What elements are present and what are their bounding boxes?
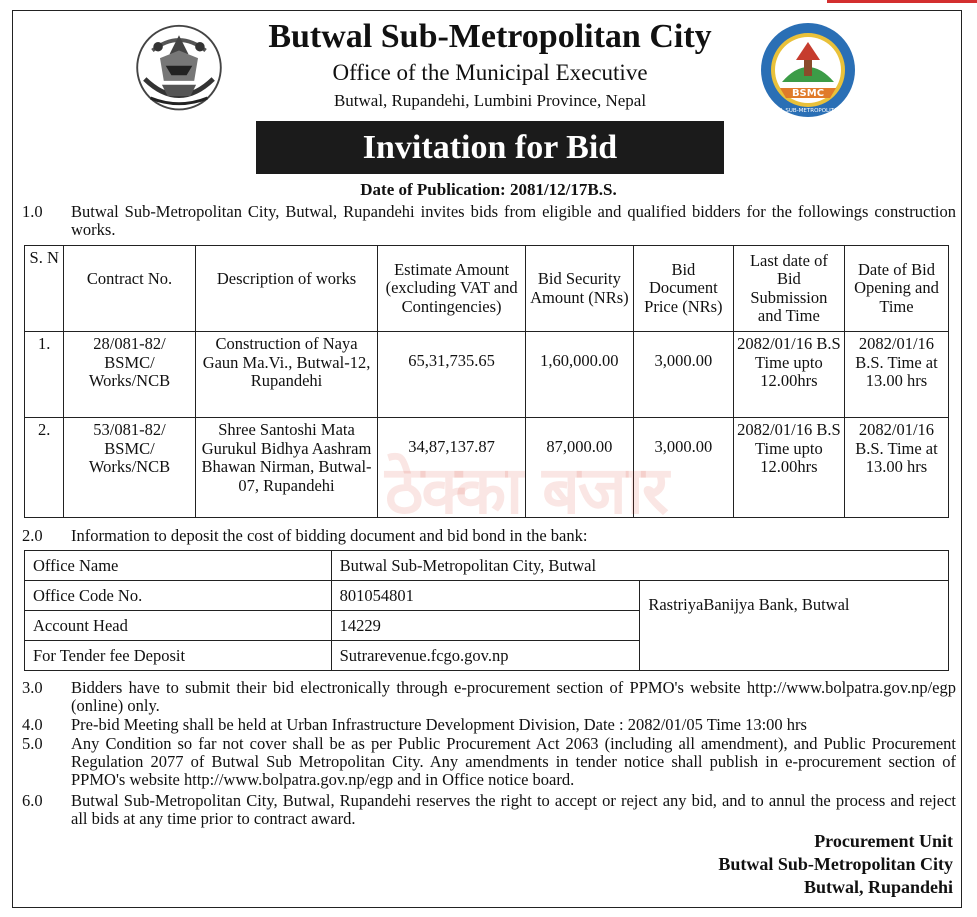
row-sn: 1. xyxy=(25,332,64,418)
office-name-value: Butwal Sub-Metropolitan City, Butwal xyxy=(331,551,948,581)
row-sn: 2. xyxy=(25,418,64,518)
header-security: Bid Security Amount (NRs) xyxy=(525,246,633,332)
bank-table xyxy=(24,550,949,671)
logo-arc-text: BUTWAL SUB-METROPOLITAN CITY xyxy=(760,108,856,114)
row-opening: 2082/01/16 B.S. Time at 13.00 hrs xyxy=(844,418,948,518)
section-number: 5.0 xyxy=(22,734,43,753)
row-estimate: 34,87,137.87 xyxy=(378,418,525,518)
header-last-date: Last date of Bid Submission and Time xyxy=(733,246,844,332)
section-2 xyxy=(22,527,956,545)
table-header-row xyxy=(25,246,949,332)
section-4 xyxy=(22,716,956,734)
office-code-value: 801054801 xyxy=(331,581,640,611)
row-description: Shree Santoshi Mata Gurukul Bidhya Aashram Bhawan Nirman, Butwal-07, Rupandehi xyxy=(195,418,378,518)
row-security: 87,000.00 xyxy=(525,418,633,518)
row-doc-price: 3,000.00 xyxy=(633,418,733,518)
row-contract: 53/081-82/ BSMC/ Works/NCB xyxy=(64,418,195,518)
publication-date: Date of Publication: 2081/12/17B.S. xyxy=(360,180,617,199)
section-6 xyxy=(22,792,956,828)
table-row xyxy=(25,581,949,611)
row-security: 1,60,000.00 xyxy=(525,332,633,418)
section-1 xyxy=(22,203,956,239)
tender-fee-value: Sutrarevenue.fcgo.gov.np xyxy=(331,641,640,671)
accent-bar xyxy=(827,0,977,3)
row-description: Construction of Naya Gaun Ma.Vi., Butwal-12, Rupandehi xyxy=(195,332,378,418)
tender-fee-label: For Tender fee Deposit xyxy=(25,641,332,671)
section-text: Butwal Sub-Metropolitan City, Butwal, Rupandehi reserves the right to accept or reject any bid, and to annul the process and reject all bids at any time prior to contract award. xyxy=(71,791,956,828)
section-3 xyxy=(22,679,956,715)
row-contract: 28/081-82/ BSMC/ Works/NCB xyxy=(64,332,195,418)
row-opening: 2082/01/16 B.S. Time at 13.00 hrs xyxy=(844,332,948,418)
account-head-value: 14229 xyxy=(331,611,640,641)
city-title: Butwal Sub-Metropolitan City xyxy=(268,18,712,55)
section-number: 4.0 xyxy=(22,715,43,734)
section-number: 6.0 xyxy=(22,791,43,810)
header-opening: Date of Bid Opening and Time xyxy=(844,246,948,332)
office-name-label: Office Name xyxy=(25,551,332,581)
header-description: Description of works xyxy=(195,246,378,332)
section-number: 1.0 xyxy=(22,202,43,221)
section-text: Butwal Sub-Metropolitan City, Butwal, Rupandehi invites bids from eligible and qualified bidders for the followings construction works. xyxy=(71,202,956,239)
section-text: Information to deposit the cost of bidding document and bid bond in the bank: xyxy=(71,526,588,545)
section-text: Any Condition so far not cover shall be as per Public Procurement Act 2063 (including all amendment), and Public Procurement Regulation 2077 of Butwal Sub Metropolitan City. Any amendments in tender notice shall publish in e-procurement section of PPMO's website http://www.bolpatra.gov.np/egp and in Office notice board. xyxy=(71,734,956,789)
bank-name: RastriyaBanijya Bank, Butwal xyxy=(640,581,949,671)
logo-letters: BSMC xyxy=(791,88,825,99)
watermark: ठेक्का बजार xyxy=(385,452,667,529)
nepal-emblem-icon xyxy=(130,22,228,117)
signature-office: Butwal Sub-Metropolitan City xyxy=(718,854,953,874)
office-subtitle: Office of the Municipal Executive xyxy=(332,60,648,85)
table-row xyxy=(25,332,949,418)
row-doc-price: 3,000.00 xyxy=(633,332,733,418)
section-number: 2.0 xyxy=(22,526,43,545)
header-sn: S. N xyxy=(25,246,64,332)
row-estimate: 65,31,735.65 xyxy=(378,332,525,418)
signature-location: Butwal, Rupandehi xyxy=(803,877,953,897)
notice-banner: Invitation for Bid xyxy=(256,121,724,174)
section-text: Bidders have to submit their bid electronically through e-procurement section of PPMO's website http://www.bolpatra.gov.np/egp (online) only. xyxy=(71,678,956,715)
section-5 xyxy=(22,735,956,789)
section-text: Pre-bid Meeting shall be held at Urban Infrastructure Development Division, Date : 2082/01/05 Time 13:00 hrs xyxy=(71,715,807,734)
address: Butwal, Rupandehi, Lumbini Province, Nepal xyxy=(333,91,647,110)
header-estimate: Estimate Amount (excluding VAT and Contingencies) xyxy=(378,246,525,332)
account-head-label: Account Head xyxy=(25,611,332,641)
table-row xyxy=(25,551,949,581)
row-last-date: 2082/01/16 B.S Time upto 12.00hrs xyxy=(733,418,844,518)
section-number: 3.0 xyxy=(22,678,43,697)
row-last-date: 2082/01/16 B.S Time upto 12.00hrs xyxy=(733,332,844,418)
office-code-label: Office Code No. xyxy=(25,581,332,611)
header-doc-price: Bid Document Price (NRs) xyxy=(633,246,733,332)
header-contract: Contract No. xyxy=(64,246,195,332)
signature-unit: Procurement Unit xyxy=(814,831,953,851)
bsmc-logo-icon xyxy=(758,20,858,120)
